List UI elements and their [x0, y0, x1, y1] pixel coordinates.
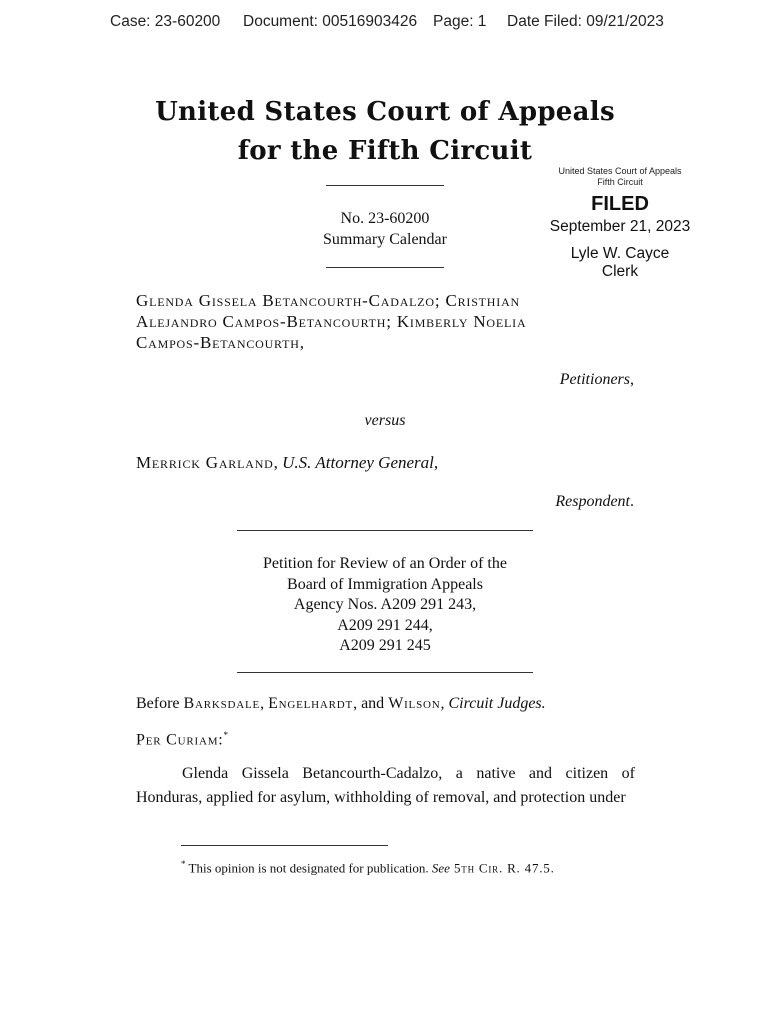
divider-rule — [326, 185, 444, 186]
petitioners-label: Petitioners, — [559, 371, 634, 388]
divider-rule — [237, 530, 533, 531]
respondent-name: Merrick Garland — [136, 453, 274, 472]
petition-description — [0, 554, 770, 657]
opinion-paragraph: Glenda Gissela Betancourth-Cadalzo, a native and citizen of Honduras, applied for asylum, withholding of removal, and protection under — [136, 765, 635, 806]
petition-line: A209 291 245 — [339, 637, 431, 654]
judges-role: Circuit Judges. — [448, 695, 546, 712]
petitioner-line: Alejandro Campos-Betancourth; Kimberly Noelia — [136, 312, 527, 331]
petition-line: Board of Immigration Appeals — [287, 575, 483, 593]
filed-label: FILED — [591, 193, 649, 215]
stamp-page: Page: 1 — [433, 13, 487, 30]
respondent-party: Merrick Garland, U.S. Attorney General, — [136, 453, 439, 472]
panel-line: Before Barksdale, Engelhardt, and Wilson, Circuit Judges. — [136, 695, 546, 712]
divider-rule — [237, 672, 533, 673]
petition-line: Petition for Review of an Order of the — [263, 555, 507, 572]
versus-label: versus — [364, 412, 406, 429]
respondent-title: U.S. Attorney General — [282, 453, 434, 472]
respondent-label: Respondent. — [555, 493, 634, 510]
petitioners-names — [136, 290, 636, 353]
petitioner-line: Campos-Betancourth, — [136, 333, 305, 352]
divider-rule — [326, 267, 444, 268]
clerk-name: Lyle W. Cayce — [570, 245, 670, 262]
filed-circuit-name: Fifth Circuit — [597, 177, 643, 187]
judge-name: Engelhardt — [268, 695, 354, 712]
judge-name: Wilson — [388, 695, 441, 712]
case-number: No. 23-60200 — [340, 210, 430, 227]
footnote: * This opinion is not designated for publication. See 5th Cir. R. 47.5. — [181, 859, 555, 876]
filed-stamp-box — [540, 166, 700, 281]
footnote-marker: * — [223, 730, 229, 740]
stamp-document-number: Document: 00516903426 — [243, 13, 418, 30]
clerk-title: Clerk — [601, 263, 639, 280]
filed-court-name: United States Court of Appeals — [558, 166, 682, 176]
court-title-line-1: United States Court of Appeals — [155, 97, 615, 127]
footnote-rule — [181, 845, 388, 846]
stamp-date-filed: Date Filed: 09/21/2023 — [507, 13, 664, 30]
judge-name: Barksdale — [183, 695, 261, 712]
calendar-type: Summary Calendar — [323, 231, 447, 248]
per-curiam-heading: Per Curiam:* — [136, 730, 229, 749]
petitioner-line: Glenda Gissela Betancourth-Cadalzo; Cristhian — [136, 291, 521, 310]
filed-date: September 21, 2023 — [549, 218, 691, 235]
stamp-case-number: Case: 23-60200 — [110, 13, 221, 30]
court-title-line-2: for the Fifth Circuit — [237, 136, 533, 166]
petition-line: A209 291 244, — [337, 616, 433, 634]
petition-line: Agency Nos. A209 291 243, — [293, 596, 477, 613]
